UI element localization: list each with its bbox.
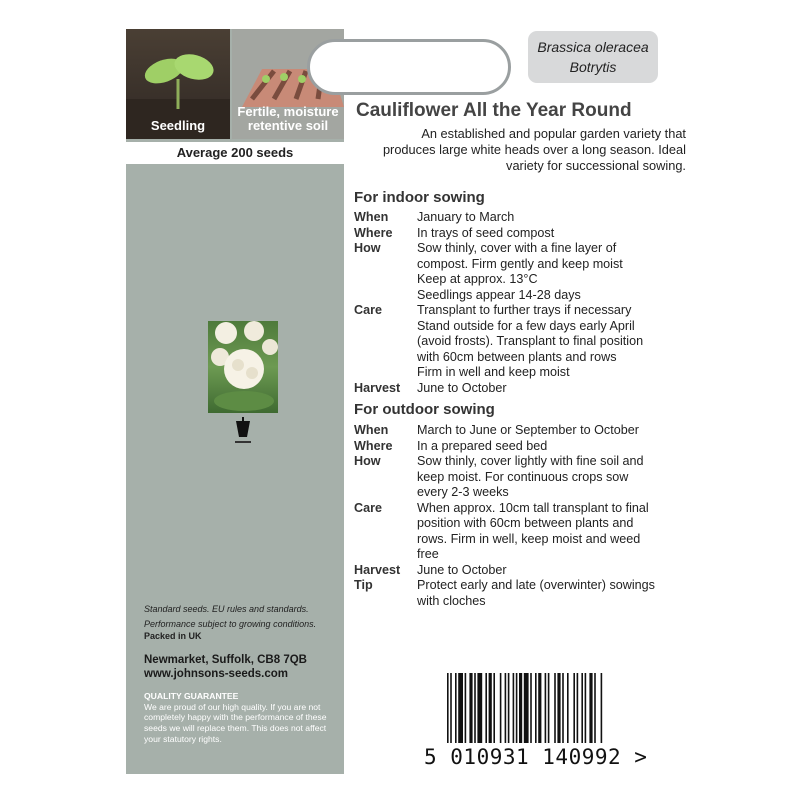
- row-label: Care: [354, 500, 383, 515]
- row-value: [417, 210, 674, 226]
- soil-label: [232, 105, 344, 133]
- row-value: [417, 454, 674, 501]
- website-link: www.johnsons-seeds.com: [144, 668, 288, 680]
- barcode-bar: [573, 673, 575, 743]
- row-value: [417, 303, 674, 381]
- barcode-bar: [493, 673, 495, 743]
- row-value: [417, 226, 674, 242]
- soil-label-line2: retentive soil: [247, 118, 329, 133]
- row-value-line: with 60cm between plants and rows: [417, 349, 617, 364]
- barcode-bar: [585, 673, 587, 743]
- barcode-bar: [601, 673, 603, 743]
- barcode-bar: [508, 673, 510, 743]
- row-value-line: with cloches: [417, 593, 486, 608]
- barcode-bar: [554, 673, 556, 743]
- standards-line1: Standard seeds. EU rules and standards.: [144, 604, 309, 614]
- latin-name-line1: Brassica oleracea: [537, 39, 649, 55]
- barcode-bar: [465, 673, 467, 743]
- indoor-row-harvest: [354, 381, 674, 397]
- latin-name-box: [528, 31, 658, 83]
- barcode-bar: [530, 673, 532, 743]
- row-value-line: In trays of seed compost: [417, 225, 555, 240]
- barcode-bar: [477, 673, 482, 743]
- row-value-line: June to October: [417, 562, 507, 577]
- cauliflower-icon: [208, 321, 278, 413]
- barcode-bar: [450, 673, 452, 743]
- latin-name-line2: Botrytis: [569, 59, 617, 75]
- outdoor-row-harvest: [354, 563, 674, 579]
- outdoor-row-tip: [354, 578, 674, 609]
- outdoor-instructions: [354, 423, 674, 609]
- row-value-line: every 2-3 weeks: [417, 485, 509, 499]
- row-label: How: [354, 241, 381, 255]
- row-value-line: compost. Firm gently and keep moist: [417, 256, 623, 271]
- row-value-line: (avoid frosts). Transplant to final position: [417, 334, 644, 348]
- row-value-line: January to March: [417, 210, 515, 224]
- barcode-bar: [594, 673, 596, 743]
- guarantee-text: We are proud of our high quality. If you are not completely happy with the performance of these seeds we will replace them. This does not affect your statutory rights.: [144, 701, 327, 744]
- address-line: Newmarket, Suffolk, CB8 7QB: [144, 654, 307, 666]
- barcode-bar: [485, 673, 487, 743]
- barcode-number: 5 010931 140992 >: [424, 745, 648, 769]
- seed-count: Average 200 seeds: [126, 142, 344, 164]
- row-label: How: [354, 454, 381, 468]
- seedling-label: Seedling: [150, 118, 206, 133]
- row-value-line: Keep at approx. 13°C: [417, 272, 538, 286]
- barcode-bar: [548, 673, 550, 743]
- indoor-row-care: [354, 303, 674, 381]
- row-label: Tip: [354, 578, 373, 592]
- vegetable-category-icon: [233, 417, 253, 452]
- row-value: [417, 241, 674, 303]
- row-value: [417, 381, 674, 397]
- name-slot: [307, 39, 511, 95]
- barcode-bar: [516, 673, 518, 743]
- row-value-line: Stand outside for a few days early April: [417, 318, 635, 333]
- row-label: When: [354, 210, 389, 224]
- product-title: Cauliflower All the Year Round: [356, 100, 632, 121]
- row-value: [417, 439, 674, 455]
- seedling-image: [126, 29, 230, 139]
- indoor-instructions: [354, 210, 674, 396]
- row-value-line: free: [417, 547, 439, 561]
- barcode-bar: [513, 673, 515, 743]
- row-value: [417, 563, 674, 579]
- barcode-icon: [447, 673, 660, 743]
- indoor-heading: For indoor sowing: [354, 189, 485, 206]
- barcode-bar: [567, 673, 569, 743]
- outdoor-heading: For outdoor sowing: [354, 401, 495, 418]
- cauliflower-photo: [208, 321, 278, 413]
- standards-text: [144, 602, 342, 632]
- outdoor-row-care: [354, 501, 674, 563]
- row-value-line: Seedlings appear 14-28 days: [417, 287, 581, 302]
- barcode-bar: [581, 673, 583, 743]
- quality-guarantee: [144, 691, 342, 745]
- outdoor-row-where: [354, 439, 674, 455]
- barcode-bar: [458, 673, 463, 743]
- barcode-bar: [577, 673, 579, 743]
- row-label: When: [354, 423, 389, 437]
- row-value-line: Sow thinly, cover lightly with fine soil and: [417, 454, 644, 468]
- barcode-bar: [589, 673, 592, 743]
- barcode-bar: [500, 673, 502, 743]
- barcode-bar: [447, 673, 449, 743]
- barcode-bar: [557, 673, 560, 743]
- barcode-bar: [489, 673, 492, 743]
- barcode-bar: [538, 673, 541, 743]
- packed-in-label: Packed in UK: [144, 631, 202, 641]
- row-value-line: Transplant to further trays if necessary: [417, 303, 632, 317]
- barcode-bar: [455, 673, 457, 743]
- row-value-line: rows. Firm in well, keep moist and weed: [417, 531, 641, 546]
- indoor-row-where: [354, 226, 674, 242]
- row-value-line: When approx. 10cm tall transplant to final: [417, 500, 649, 515]
- row-label: Care: [354, 303, 383, 317]
- barcode-bar: [469, 673, 472, 743]
- row-value: [417, 501, 674, 563]
- barcode-bar: [524, 673, 529, 743]
- row-label: Harvest: [354, 380, 401, 395]
- product-description: An established and popular garden variety that produces large white heads over a long season. Ideal variety for successional sowing.: [382, 126, 686, 173]
- row-value-line: position with 60cm between plants and: [417, 516, 634, 530]
- address-block: [144, 653, 307, 681]
- outdoor-row-how: [354, 454, 674, 501]
- row-label: Where: [354, 225, 393, 240]
- row-value-line: keep moist. For continuous crops sow: [417, 469, 629, 484]
- indoor-row-when: [354, 210, 674, 226]
- indoor-row-how: [354, 241, 674, 303]
- barcode-bar: [545, 673, 547, 743]
- row-value-line: March to June or September to October: [417, 423, 639, 437]
- row-value-line: Sow thinly, cover with a fine layer of: [417, 241, 617, 255]
- barcode-bar: [519, 673, 522, 743]
- standards-line2: Performance subject to growing conditions.: [144, 619, 317, 629]
- row-value-line: In a prepared seed bed: [417, 438, 548, 453]
- soil-label-line1: Fertile, moisture: [237, 104, 339, 119]
- guarantee-title: QUALITY GUARANTEE: [144, 691, 239, 701]
- row-label: Where: [354, 438, 393, 453]
- row-value-line: June to October: [417, 380, 507, 395]
- row-value-line: Protect early and late (overwinter) sowings: [417, 578, 655, 592]
- barcode-bar: [474, 673, 476, 743]
- row-value: [417, 423, 674, 439]
- barcode-bar: [535, 673, 537, 743]
- barcode-bar: [562, 673, 564, 743]
- outdoor-row-when: [354, 423, 674, 439]
- row-value-line: Firm in well and keep moist: [417, 365, 570, 379]
- barcode-bar: [505, 673, 507, 743]
- row-value: [417, 578, 674, 609]
- row-label: Harvest: [354, 562, 401, 577]
- left-info-panel: [126, 29, 344, 774]
